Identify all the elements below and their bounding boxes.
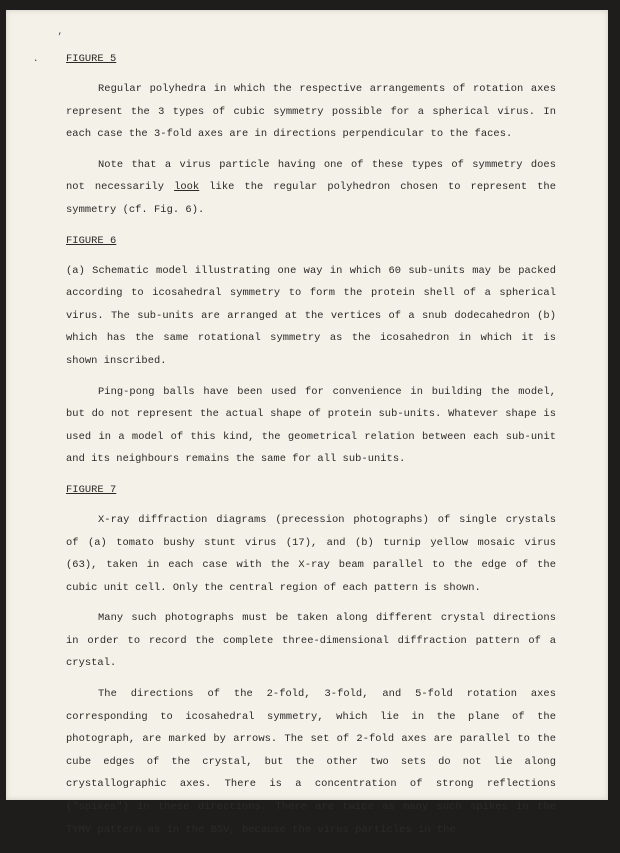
stray-dot: · bbox=[33, 56, 39, 66]
figure-7-paragraph-1: X-ray diffraction diagrams (precession photographs) of single crystals of (a) tomato bushy stunt virus (17), and (b) turnip yellow mosaic virus (63), taken in each case with the X-ray beam parallel to the edge of the cubic unit cell. Only the central region of each pattern is shown. bbox=[66, 513, 556, 594]
figure-5-section bbox=[66, 52, 556, 222]
figure-6-section bbox=[66, 234, 556, 471]
figure-7-heading: FIGURE 7 bbox=[66, 483, 117, 496]
figure-7-paragraph-2: Many such photographs must be taken along different crystal directions in order to record the complete three-dimensional diffraction pattern of a crystal. bbox=[66, 612, 556, 670]
stray-mark: ’ bbox=[57, 32, 63, 42]
document-body bbox=[66, 52, 556, 853]
figure-7-section bbox=[66, 483, 556, 841]
figure-6-paragraph-1: (a) Schematic model illustrating one way in which 60 sub-units may be packed according to icosahedral symmetry to form the protein shell of a spherical virus. The sub-units are arranged at the vertices of a snub dodecahedron (b) which has the same rotational symmetry as the icosahedron in which it is shown inscribed. bbox=[66, 264, 556, 367]
figure-5-paragraph-2 bbox=[66, 154, 556, 222]
figure-5-heading: FIGURE 5 bbox=[66, 53, 117, 65]
figure-7-paragraph-3: The directions of the 2-fold, 3-fold, and 5-fold rotation axes corresponding to icosahedral symmetry, which lie in the plane of the photograph, are marked by arrows. The set of 2-fold axes are parallel to the cube edges of the crystal, but the other two sets do not lie along crystallographic axes. There is a concentration of strong reflections ("spikes") in these directions. There are twice as many such spikes in the TYMV pattern as in the BSV, because the virus particles in the bbox=[66, 688, 556, 836]
figure-6-paragraph-2: Ping-pong balls have been used for convenience in building the model, but do not represent the actual shape of protein sub-units. Whatever shape is used in a model of this kind, the geometrical relation between each sub-unit and its neighbours remains the same for all sub-units. bbox=[66, 385, 556, 466]
figure-5-paragraph-1: Regular polyhedra in which the respective arrangements of rotation axes represent the 3 types of cubic symmetry possible for a spherical virus. In each case the 3-fold axes are in directions perpendicular to the faces. bbox=[66, 83, 556, 141]
figure-6-heading: FIGURE 6 bbox=[66, 234, 117, 247]
underlined-word-look: look bbox=[174, 181, 200, 194]
figure-5-paragraph-2-start: Note that a virus particle having one of these types of symmetry does not necessarily bbox=[66, 158, 556, 194]
document-page bbox=[6, 10, 608, 836]
figure-5-paragraph-2-end: like the regular polyhedron chosen to represent the symmetry (cf. Fig. 6). bbox=[66, 181, 556, 216]
